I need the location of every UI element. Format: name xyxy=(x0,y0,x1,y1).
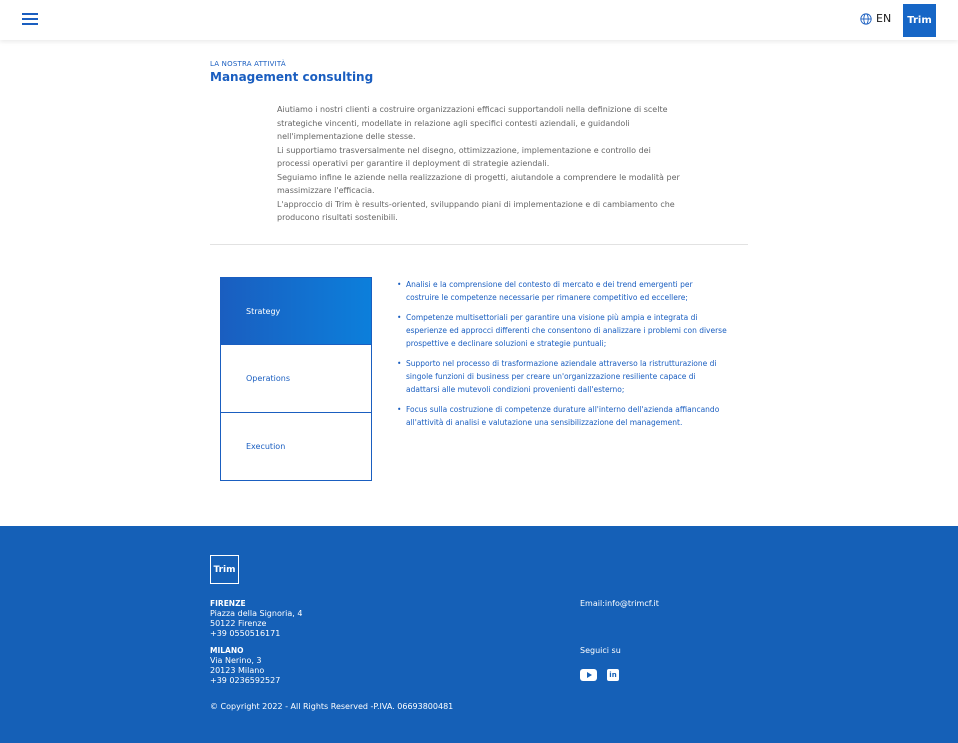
list-item: • Analisi e la comprensione del contesto di mercato e dei trend emergenti per costruire le competenze necessarie per rimanere competitivo ed eccellere; xyxy=(397,278,727,304)
section-divider xyxy=(210,244,748,245)
list-item: • Focus sulla costruzione di competenze durature all'interno dell'azienda affiancando all'attività di analisi e valutazione una sensibilizzazione del management. xyxy=(397,403,727,429)
strategy-bullet-list xyxy=(397,278,727,436)
page-title: Management consulting xyxy=(210,70,374,84)
office-city: MILANO xyxy=(210,646,244,655)
office-street: Via Nerino, 3 xyxy=(210,656,262,665)
linkedin-icon[interactable]: in xyxy=(607,669,619,681)
tab-strategy[interactable]: Strategy xyxy=(220,277,372,345)
hamburger-line xyxy=(22,18,38,20)
top-header xyxy=(0,0,958,40)
hamburger-line xyxy=(22,13,38,15)
office-phone[interactable]: +39 0550516171 xyxy=(210,629,281,638)
intro-paragraph: Seguiamo infine le aziende nella realizzazione di progetti, aiutandole a comprendere le modalità per massimizzare l'efficacia. xyxy=(277,172,680,195)
list-item: • Supporto nel processo di trasformazione aziendale attraverso la ristrutturazione di singole funzioni di business per creare un'organizzazione resiliente capace di adattarsi alle mutevoli condizioni provenienti dall'esterno; xyxy=(397,357,727,396)
office-milano xyxy=(210,646,280,686)
service-tabs xyxy=(220,277,372,481)
office-firenze xyxy=(210,599,302,639)
intro-text xyxy=(277,103,682,225)
intro-paragraph: L'approccio di Trim è results-oriented, sviluppando piani di implementazione e di cambiamento che producono risultati sostenibili. xyxy=(277,199,675,222)
hamburger-line xyxy=(22,23,38,25)
footer-email-link[interactable]: Email:info@trimcf.it xyxy=(580,599,659,608)
list-item: • Competenze multisettoriali per garantire una visione più ampia e integrata di esperienze ed approcci differenti che consentono di analizzare i problemi con diverse prospettive e declinare soluzioni e strategie puntuali; xyxy=(397,311,727,350)
site-footer xyxy=(0,526,958,743)
language-switcher[interactable] xyxy=(860,12,891,25)
copyright-text: © Copyright 2022 - All Rights Reserved -P.IVA. 06693800481 xyxy=(210,702,454,711)
office-phone[interactable]: +39 0236592527 xyxy=(210,676,281,685)
section-eyebrow: LA NOSTRA ATTIVITÀ xyxy=(210,60,286,68)
office-city: FIRENZE xyxy=(210,599,246,608)
intro-paragraph: Li supportiamo trasversalmente nel disegno, ottimizzazione, implementazione e controllo dei processi operativi per garantire il deployment di strategie aziendali. xyxy=(277,145,651,168)
youtube-icon[interactable] xyxy=(580,669,597,681)
social-links xyxy=(580,669,619,681)
tab-operations[interactable]: Operations xyxy=(220,345,372,413)
follow-us-label: Seguici su xyxy=(580,646,621,655)
footer-logo[interactable]: Trim xyxy=(210,555,239,584)
office-zip: 50122 Firenze xyxy=(210,619,267,628)
office-zip: 20123 Milano xyxy=(210,666,265,675)
globe-icon xyxy=(860,13,872,25)
tab-execution[interactable]: Execution xyxy=(220,413,372,481)
intro-paragraph: Aiutiamo i nostri clienti a costruire organizzazioni efficaci supportandoli nella definizione di scelte strategiche vincenti, modellate in relazione agli specifici contesti aziendali, e guidandoli nell'implementazione delle stesse. xyxy=(277,105,668,141)
hamburger-menu-icon[interactable] xyxy=(22,13,38,26)
office-street: Piazza della Signoria, 4 xyxy=(210,609,303,618)
trim-logo[interactable]: Trim xyxy=(903,4,936,37)
language-label: EN xyxy=(876,12,892,25)
